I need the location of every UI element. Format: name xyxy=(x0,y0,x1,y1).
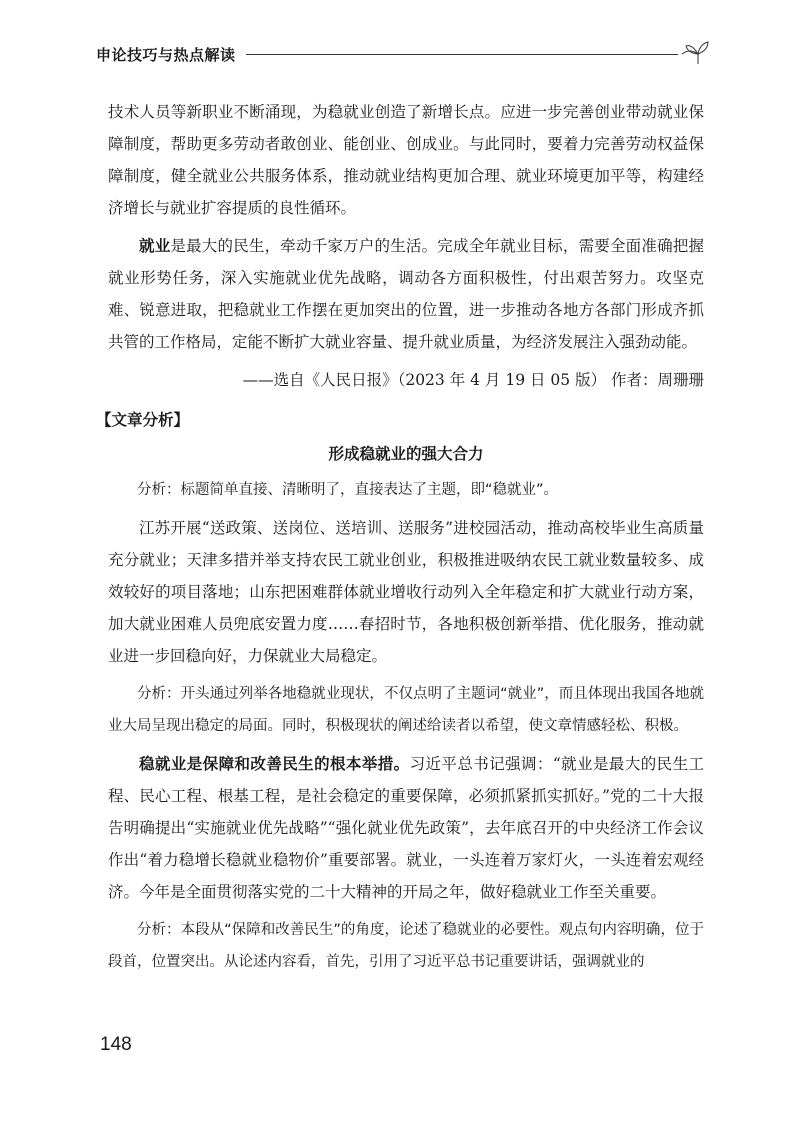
article-title: 形成稳就业的强大合力 xyxy=(328,445,484,463)
article-source: ——选自《人民日报》（2023 年 4 月 19 日 05 版） 作者：周珊珊 xyxy=(242,371,704,389)
body-paragraph: 技术人员等新职业不断涌现，为稳就业创造了新增长点。应进一步完善创业带动就业保障制度，帮助更多劳动者敢创业、能创业、创成业。与此同时，要着力完善劳动权益保障制度，健全就业公共服务体系，推动就业结构更加合理、就业环境更加平等，构建经济增长与就业扩容提质的良性循环。 xyxy=(108,103,704,217)
analysis-paragraph: 分析：开头通过列举各地稳就业现状，不仅点明了主题词“就业”，而且体现出我国各地就业大局呈现出稳定的局面。同时，积极现状的阐述给读者以希望，使文章情感轻松、积极。 xyxy=(108,686,704,734)
section-label: 【文章分析】 xyxy=(96,411,190,429)
quoted-paragraph xyxy=(108,748,704,908)
paragraph-lead: 稳就业是保障和改善民生的根本举措。 xyxy=(139,755,410,773)
leaf-sprout-icon xyxy=(678,38,714,66)
running-header-title: 申论技巧与热点解读 xyxy=(96,46,236,64)
paragraph-lead: 就业 xyxy=(139,237,171,255)
running-header xyxy=(96,40,716,70)
analysis-paragraph: 分析：标题简单直接、清晰明了，直接表达了主题，即“稳就业”。 xyxy=(137,482,559,498)
analysis-paragraph: 分析：本段从“保障和改善民生”的角度，论述了稳就业的必要性。观点句内容明确，位于段首，位置突出。从论述内容看，首先，引用了习近平总书记重要讲话，强调就业的 xyxy=(108,922,704,970)
paragraph-text: 习近平总书记强调：“就业是最大的民生工程、民心工程、根基工程，是社会稳定的重要保障，必须抓紧抓实抓好。”党的二十大报告明确提出“实施就业优先战略”“强化就业优先政策”，去年底召开的中央经济工作会议作出“着力稳增长稳就业稳物价”重要部署。就业，一头连着万家灯火，一头连着宏观经济。今年是全面贯彻落实党的二十大精神的开局之年，做好稳就业工作至关重要。 xyxy=(108,755,704,901)
header-rule xyxy=(246,54,678,55)
page-number: 148 xyxy=(100,1034,132,1055)
body-paragraph xyxy=(108,230,704,358)
quoted-paragraph: 江苏开展“送政策、送岗位、送培训、送服务”进校园活动，推动高校毕业生高质量充分就业；天津多措并举支持农民工就业创业，积极推进吸纳农民工就业数量较多、成效较好的项目落地；山东把困难群体就业增收行动列入全年稳定和扩大就业行动方案，加大就业困难人员兜底安置力度……春招时节，各地积极创新举措、优化服务，推动就业进一步回稳向好，力保就业大局稳定。 xyxy=(108,519,704,665)
paragraph-text: 是最大的民生，牵动千家万户的生活。完成全年就业目标，需要全面准确把握就业形势任务，深入实施就业优先战略，调动各方面积极性，付出艰苦努力。攻坚克难、锐意进取，把稳就业工作摆在更加突出的位置，进一步推动各地方各部门形成齐抓共管的工作格局，定能不断扩大就业容量、提升就业质量，为经济发展注入强劲动能。 xyxy=(108,237,704,351)
page-body xyxy=(96,96,704,984)
